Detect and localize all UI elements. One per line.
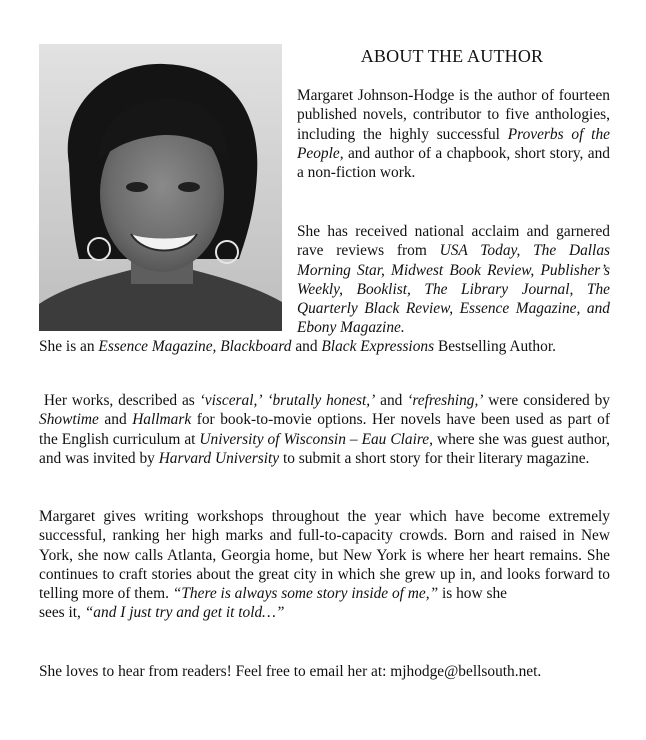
bio-paragraph-4 <box>39 507 610 623</box>
bio-p3-italic-5: Hallmark <box>132 411 192 429</box>
bio-p3-text-3: were considered by <box>483 392 610 409</box>
bio-p3-italic-6: University of Wisconsin – Eau Claire, <box>199 430 433 448</box>
bio-p2-italic-1: USA Today, The Dallas Morning Star, Midwest Book Review, Publisher’s Weekly, Booklist, The Library Journal, The Quarterly Black Review, Essence Magazine, and Ebony Magazine. <box>297 242 611 337</box>
bio-p3-italic-7: Harvard University <box>158 449 280 467</box>
bio-p3-italic-2: ‘brutally honest,’ <box>267 392 376 409</box>
bio-p4-text-2: is how she <box>438 585 507 603</box>
bio-p2-italic-3: Black Expressions <box>321 338 435 355</box>
bio-p4-last-line <box>39 603 610 622</box>
page-title: ABOUT THE AUTHOR <box>360 46 544 66</box>
bio-paragraph-2-continued <box>39 337 610 356</box>
bio-p3-italic-4: Showtime <box>39 411 99 429</box>
bio-p3-text-7: to submit a short story for their literary magazine. <box>279 449 590 467</box>
bio-p2-text-3: and <box>291 338 322 355</box>
contact-text: She loves to hear from readers! Feel free to email her at: mjhodge@bellsouth.net. <box>39 663 542 680</box>
bio-p3-text-4: and <box>98 411 133 429</box>
bio-p1-text-2: and author of a chapbook, short story, and a non-fiction work. <box>297 144 610 182</box>
bio-p3-text-1: Her works, described as <box>43 392 200 409</box>
bio-p1-italic-1: Proverbs of the People, <box>297 125 610 162</box>
bio-p2-text-2: She is an <box>39 338 99 355</box>
bio-p2-italic-2: Essence Magazine, Blackboard <box>98 338 292 355</box>
bio-p2-text-4: Bestselling Author. <box>434 338 556 355</box>
bio-p1-text-1: Margaret Johnson-Hodge is the author of fourteen published novels, contributor to five anthologies, including the highly successful <box>297 87 610 143</box>
bio-p3-italic-3: ‘refreshing,’ <box>407 392 484 409</box>
bio-p4-quote-2: “and I just try and get it told…” <box>84 604 285 622</box>
bio-p3-text-5: for book-to-movie options. Her novels have been used as part of the English curriculum at <box>39 411 610 448</box>
bio-p3-italic-1: ‘visceral,’ <box>199 392 263 409</box>
bio-p3-text-6: where she was guest author, and was invited by <box>39 430 610 467</box>
bio-p2-text-1: She has received national acclaim and garnered rave reviews from <box>297 223 610 260</box>
bio-p4-text-3: sees it, <box>39 604 85 622</box>
bio-paragraph-3 <box>39 391 610 468</box>
bio-p3-text-2: and <box>375 392 408 409</box>
contact-paragraph <box>39 662 610 681</box>
author-portrait-image <box>39 44 282 331</box>
bio-paragraph-2 <box>297 222 610 338</box>
bio-paragraph-1 <box>297 86 610 182</box>
bio-p4-quote-1: “There is always some story inside of me,” <box>172 585 439 603</box>
author-photo <box>39 44 282 331</box>
bio-p4-text-1: Margaret gives writing workshops throughout the year which have become extremely successful, ranking her high marks and full-to-capacity crowds. Born and raised in New York, she now calls Atlanta, Georgia home, but New York is where her heart remains. She continues to craft stories about the great city in which she grew up in, and looks forward to telling more of them. <box>39 508 610 603</box>
